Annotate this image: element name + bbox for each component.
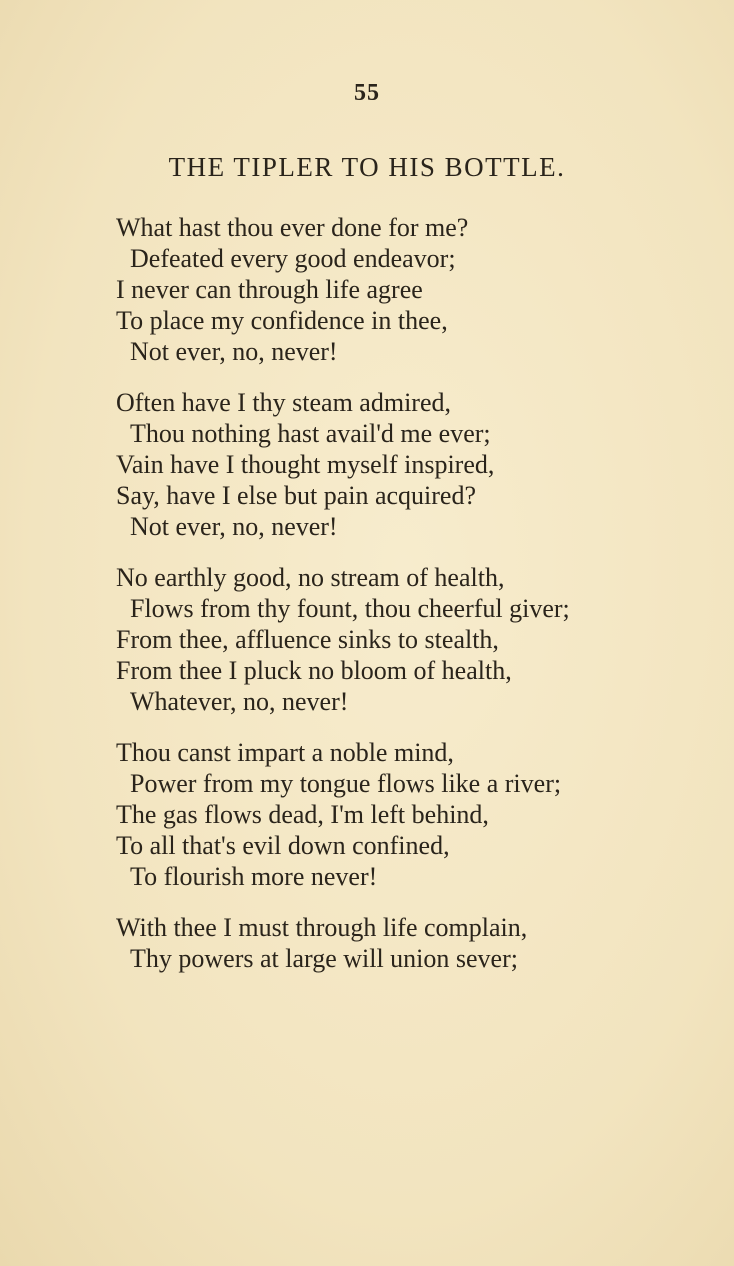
poem-line: Thy powers at large will union sever; [130,944,518,973]
poem-line: With thee I must through life complain, [116,913,528,942]
stanza-5 [116,912,716,974]
poem-line: Defeated every good endeavor; [130,244,456,273]
stanza-1 [116,212,716,367]
poem-title: THE TIPLER TO HIS BOTTLE. [168,152,566,182]
poem-line: The gas flows dead, I'm left behind, [116,800,489,829]
poem-line: Thou canst impart a noble mind, [116,738,454,767]
poem-line: I never can through life agree [116,275,423,304]
poem-line: Vain have I thought myself inspired, [116,450,495,479]
stanza-2 [116,387,716,542]
poem-line: To flourish more never! [130,862,378,891]
poem-line: To all that's evil down confined, [116,831,450,860]
poem-line: Not ever, no, never! [130,337,338,366]
poem-line: Thou nothing hast avail'd me ever; [130,419,491,448]
poem-line: From thee I pluck no bloom of health, [116,656,512,685]
stanza-4 [116,737,716,892]
poem-line: Whatever, no, never! [130,687,349,716]
poem-line: Say, have I else but pain acquired? [116,481,477,510]
poem-line: Flows from thy fount, thou cheerful giver; [130,594,570,623]
poem-line: To place my confidence in thee, [116,306,448,335]
poem-line: No earthly good, no stream of health, [116,563,505,592]
poem-body [116,212,716,994]
poem-line: Not ever, no, never! [130,512,338,541]
stanza-3 [116,562,716,717]
poem-line: Power from my tongue flows like a river; [130,769,562,798]
page-number: 55 [354,80,380,106]
poem-line: Often have I thy steam admired, [116,388,451,417]
poem-line: From thee, affluence sinks to stealth, [116,625,499,654]
poem-line: What hast thou ever done for me? [116,213,469,242]
